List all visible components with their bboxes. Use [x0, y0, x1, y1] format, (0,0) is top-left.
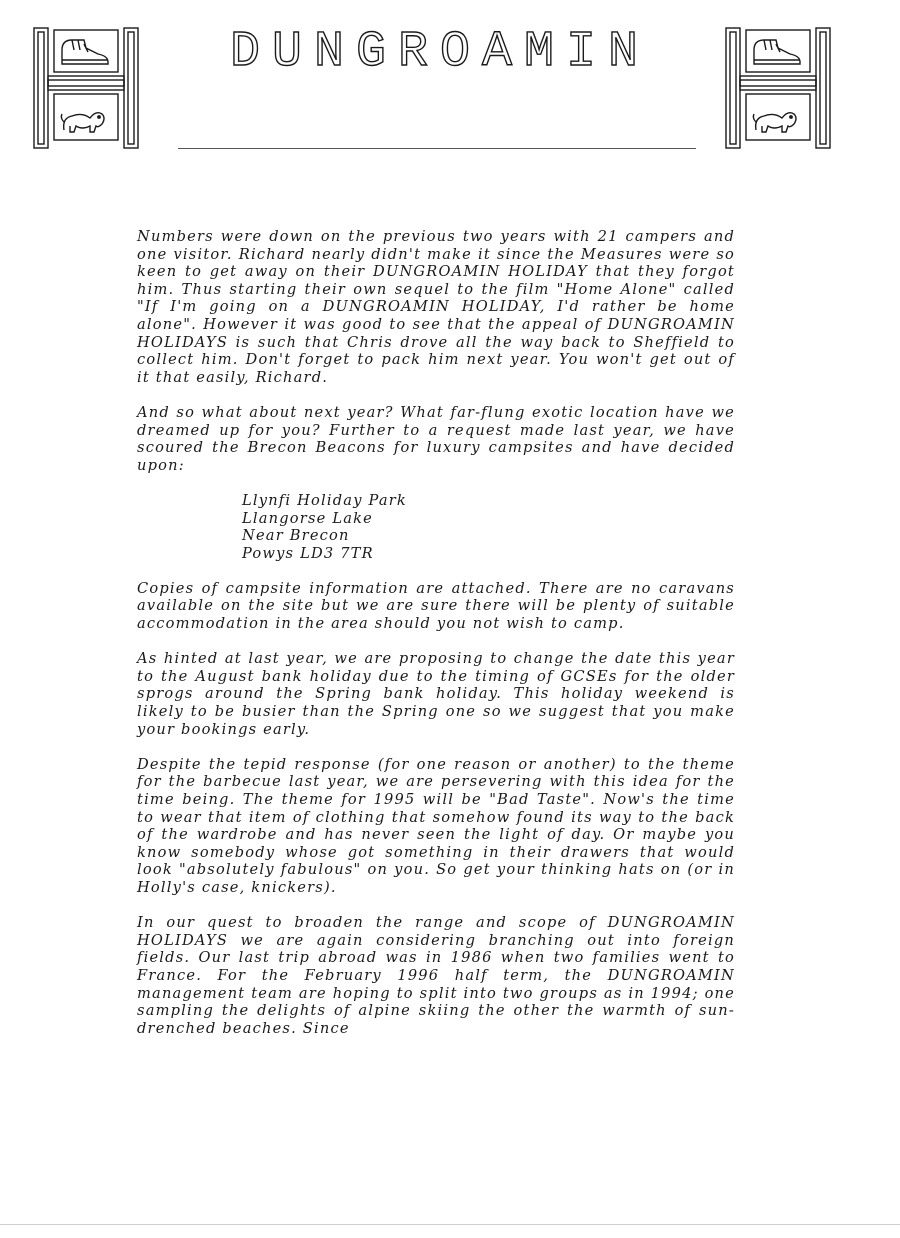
address-line: Powys LD3 7TR [242, 544, 374, 562]
address-line: Llynfi Holiday Park [242, 491, 407, 509]
paragraph-campsite-info: Copies of campsite information are attached. There are no caravans available on the site but we are sure there will be plenty of suitable accommodation in the area should you not wish to camp. [137, 579, 735, 633]
logo-left-svg [32, 26, 140, 152]
paragraph-attendance: Numbers were down on the previous two years with 21 campers and one visitor. Richard nearly didn't make it since the Measures were so keen to get away on their DUNGROAMIN HOLIDAY that they forgot him. Thus starting their own sequel to the film "Home Alone" called "If I'm going on a DUNGROAMIN HOLIDAY, I'd rather be home alone". However it was good to see that the appeal of DUNGROAMIN HOLIDAYS is such that Chris drove all the way back to Sheffield to collect him. Don't forget to pack him next year. You won't get out of it that easily, Richard. [137, 228, 735, 386]
logo-right-svg [724, 26, 832, 152]
dog-icon [753, 113, 796, 132]
paragraph-next-year: And so what about next year? What far-flung exotic location have we dreamed up for you? Further to a request made last year, we have scoured the Brecon Beacons for luxury campsites and have decided upon: [137, 403, 735, 474]
paragraph-foreign-trip: In our quest to broaden the range and scope of DUNGROAMIN HOLIDAYS we are again considering branching out into foreign fields. Our last trip abroad was in 1986 when two families went to France. For the February 1996 half term, the DUNGROAMIN management team are hoping to split into two groups as in 1994; one sampling the delights of alpine skiing the other the warmth of sun-drenched beaches. Since [137, 914, 735, 1037]
paragraph-barbecue-theme: Despite the tepid response (for one reason or another) to the theme for the barbecue last year, we are persevering with this idea for the time being. The theme for 1995 will be "Bad Taste". Now's the time to wear that item of clothing that somehow found its way to the back of the wardrobe and has never seen the light of day. Or maybe you know somebody whose got something in their drawers that would look "absolutely fabulous" on you. So get your thinking hats on (or in Holly's case, knickers). [137, 755, 735, 896]
address-line: Llangorse Lake [242, 509, 373, 527]
paragraph-date-change: As hinted at last year, we are proposing to change the date this year to the August bank holiday due to the timing of GCSEs for the older sprogs around the Spring bank holiday. This holiday weekend is likely to be busier than the Spring one so we suggest that you make your bookings early. [137, 650, 735, 738]
title-divider [178, 148, 696, 149]
page-title: DUNGROAMIN [229, 24, 651, 81]
boot-icon [62, 40, 108, 64]
address-line: Near Brecon [242, 527, 350, 545]
dog-icon [61, 113, 104, 132]
letter-body [137, 228, 735, 1055]
campsite-address [242, 492, 735, 562]
logo-right [724, 26, 832, 152]
page-bottom-edge [0, 1224, 900, 1225]
boot-icon [754, 40, 800, 64]
logo-left [32, 26, 140, 152]
